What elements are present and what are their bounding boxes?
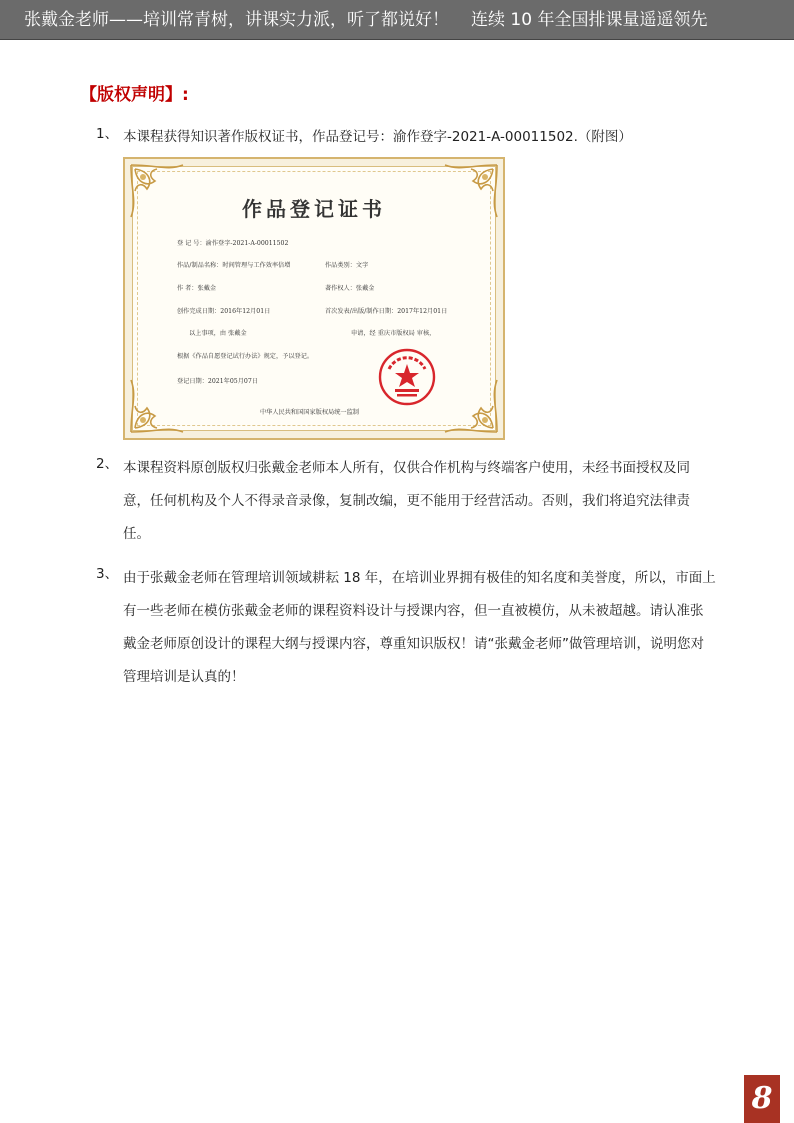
header-slogan-right: 连续 10 年全国排课量遥遥领先 [471, 10, 708, 30]
list-item [96, 122, 716, 152]
cert-published: 首次发表/出版/制作日期：2017年12月01日 [325, 308, 448, 315]
cert-declaration: 以上事项，由 张戴金 [189, 330, 247, 337]
cert-author: 作 者：张戴金 [177, 285, 217, 292]
page-number: 8 [744, 1075, 780, 1123]
cert-reg-no: 登 记 号：渝作登字-2021-A-00011502 [177, 240, 289, 247]
item-number: 2、 [96, 456, 119, 472]
cert-issuer: 中华人民共和国国家版权局统一监制 [260, 409, 359, 416]
item-text: 由于张戴金老师在管理培训领域耕耘 18 年，在培训业界拥有极佳的知名度和美誉度，所以，市面上有一些老师在模仿张戴金老师的课程资料设计与授课内容，但一直被模仿，从未被超越。请认准张戴金老师原创设计的课程大纲与授课内容，尊重知识版权！请“张戴金老师”做管理培训，说明您对管理培训是认真的！ [123, 570, 716, 685]
official-seal-icon [377, 347, 437, 407]
header-bar [0, 0, 794, 40]
corner-ornament-icon [127, 376, 187, 436]
corner-ornament-icon [441, 376, 501, 436]
item-text: 本课程资料原创版权归张戴金老师本人所有，仅供合作机构与终端客户使用，未经书面授权及同意，任何机构及个人不得录音录像，复制改编，更不能用于经营活动。否则，我们将追究法律责任。 [123, 460, 690, 542]
cert-owner: 著作权人：张戴金 [325, 285, 375, 292]
item-number: 1、 [96, 126, 119, 142]
item-number: 3、 [96, 566, 119, 582]
list-item [96, 562, 716, 694]
item-text: 本课程获得知识著作版权证书，作品登记号：渝作登字-2021-A-00011502.（附图） [123, 129, 632, 145]
cert-work-name: 作品/制品名称：时间管理与工作效率倍增 [177, 262, 291, 269]
section-title: 【版权声明】: [80, 85, 189, 105]
header-slogan-left: 张戴金老师——培训常青树，讲课实力派，听了都说好！ [24, 10, 449, 30]
cert-regulation: 根据《作品自愿登记试行办法》规定，予以登记。 [177, 353, 314, 360]
cert-created: 创作完成日期：2016年12月01日 [177, 308, 271, 315]
certificate-image [123, 157, 505, 440]
list-item [96, 452, 716, 551]
cert-work-type: 作品类别：文字 [325, 262, 369, 269]
cert-applicant: 申请，经 重庆市版权局 审核， [351, 330, 436, 337]
cert-reg-date: 登记日期：2021年05月07日 [177, 378, 258, 385]
certificate-title: 作品登记证书 [242, 197, 386, 221]
